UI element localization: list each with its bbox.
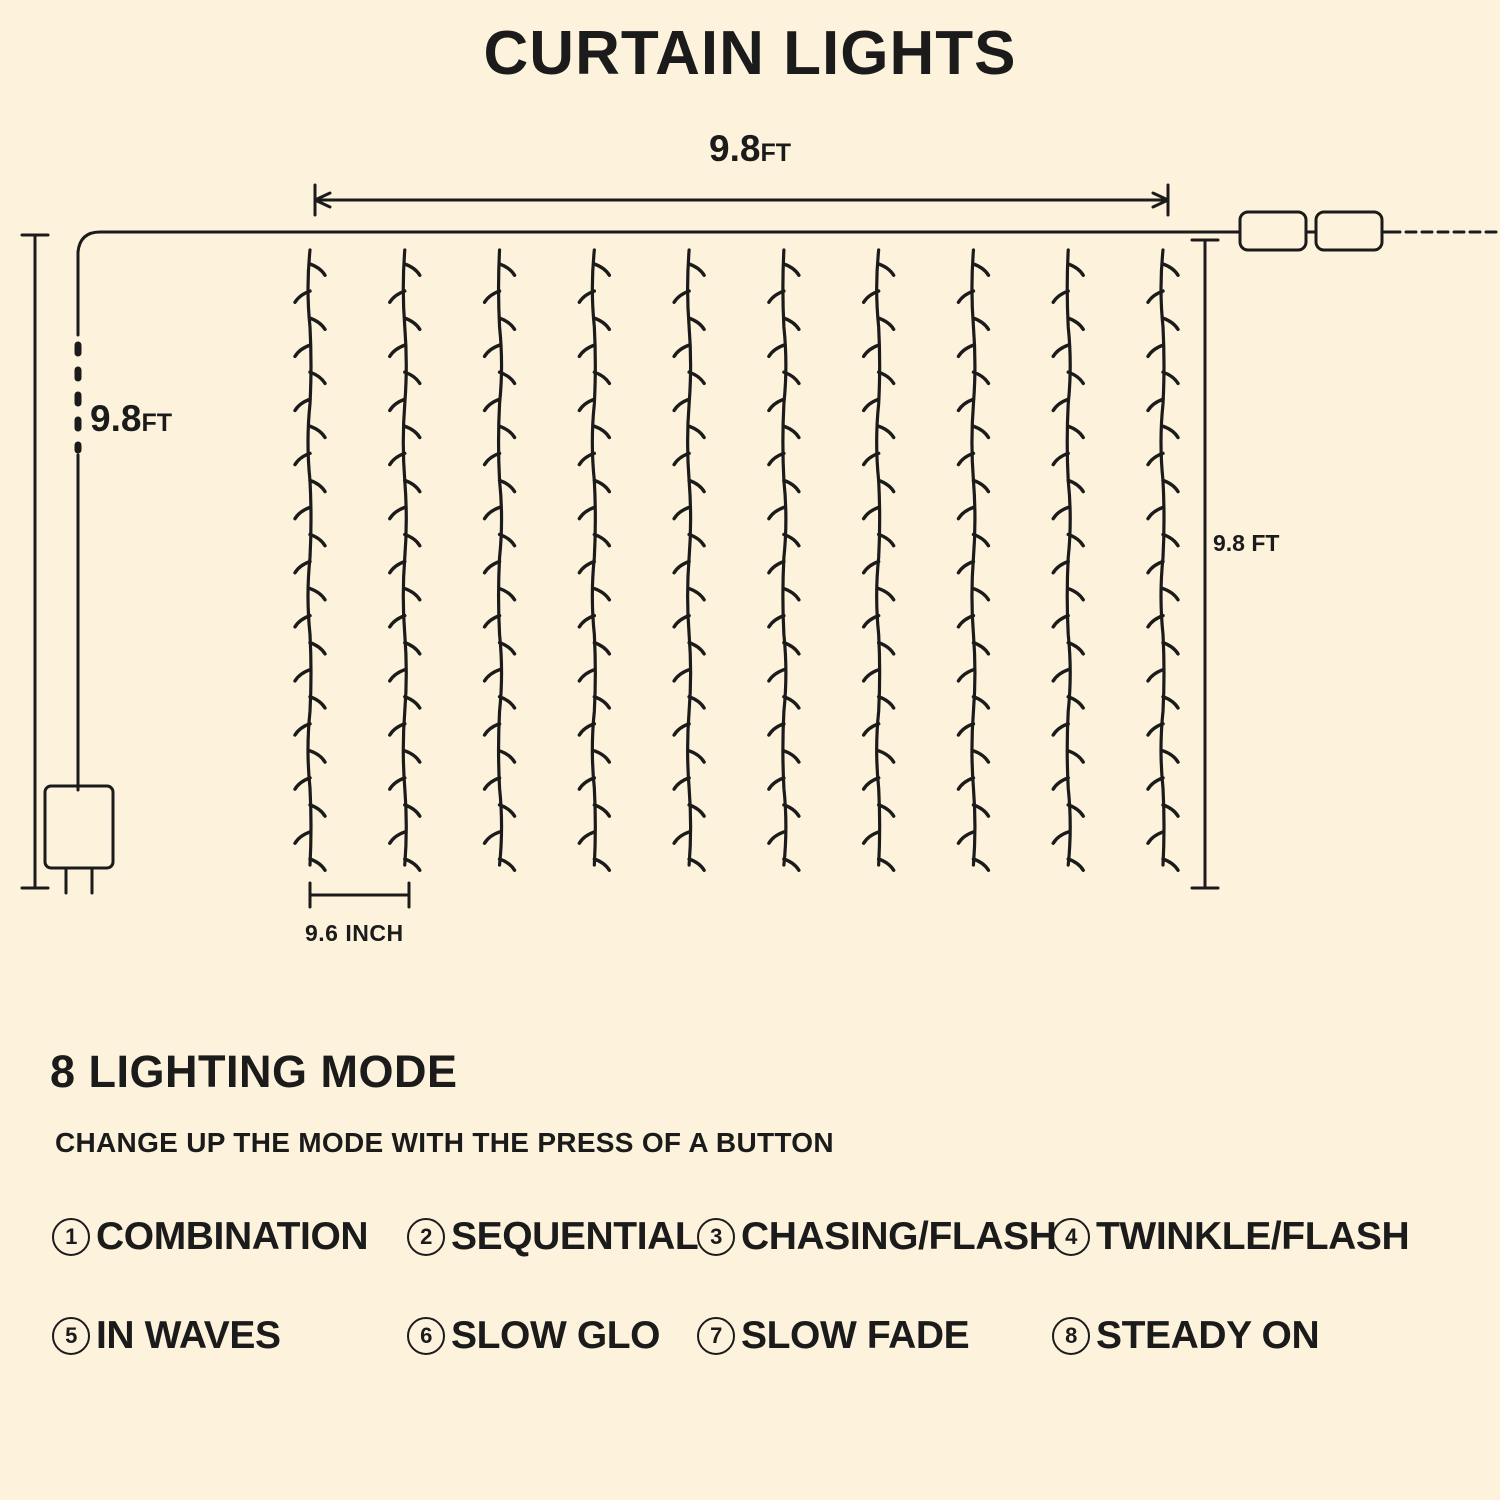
mode-number-6: 6 [407,1317,445,1355]
modes-subheading: CHANGE UP THE MODE WITH THE PRESS OF A BUTTON [55,1127,834,1158]
mode-number-1: 1 [52,1218,90,1256]
mode-item-3 [697,1215,1057,1259]
dimension-spacing-label: 9.6 INCH [305,920,404,946]
dimension-top-value: 9.8 [709,128,761,169]
dimension-top-unit: FT [760,139,791,167]
mode-item-4 [1052,1215,1452,1259]
mode-item-5 [52,1314,407,1358]
mode-number-4: 4 [1052,1218,1090,1256]
mode-item-1 [52,1215,407,1259]
mode-label-6: SLOW GLO [451,1314,661,1357]
mode-number-3: 3 [697,1218,735,1256]
dimension-right-label: 9.8 FT [1213,530,1280,556]
page-title: CURTAIN LIGHTS [483,19,1017,88]
mode-label-3: CHASING/FLASH [741,1215,1057,1258]
mode-number-5: 5 [52,1317,90,1355]
mode-label-4: TWINKLE/FLASH [1096,1215,1410,1258]
dimension-left-value: 9.8 [90,398,142,439]
mode-label-1: COMBINATION [96,1215,369,1258]
modes-heading: 8 LIGHTING MODE [50,1046,458,1097]
modes-list [52,1215,1462,1358]
mode-item-8 [1052,1314,1452,1358]
mode-label-7: SLOW FADE [741,1314,970,1357]
dimension-left-unit: FT [141,409,172,437]
mode-number-2: 2 [407,1218,445,1256]
mode-label-5: IN WAVES [96,1314,281,1357]
mode-label-2: SEQUENTIAL [451,1215,699,1258]
mode-number-8: 8 [1052,1317,1090,1355]
mode-item-7 [697,1314,1052,1358]
mode-item-6 [407,1314,697,1358]
mode-number-7: 7 [697,1317,735,1355]
mode-item-2 [407,1215,697,1259]
mode-label-8: STEADY ON [1096,1314,1320,1357]
